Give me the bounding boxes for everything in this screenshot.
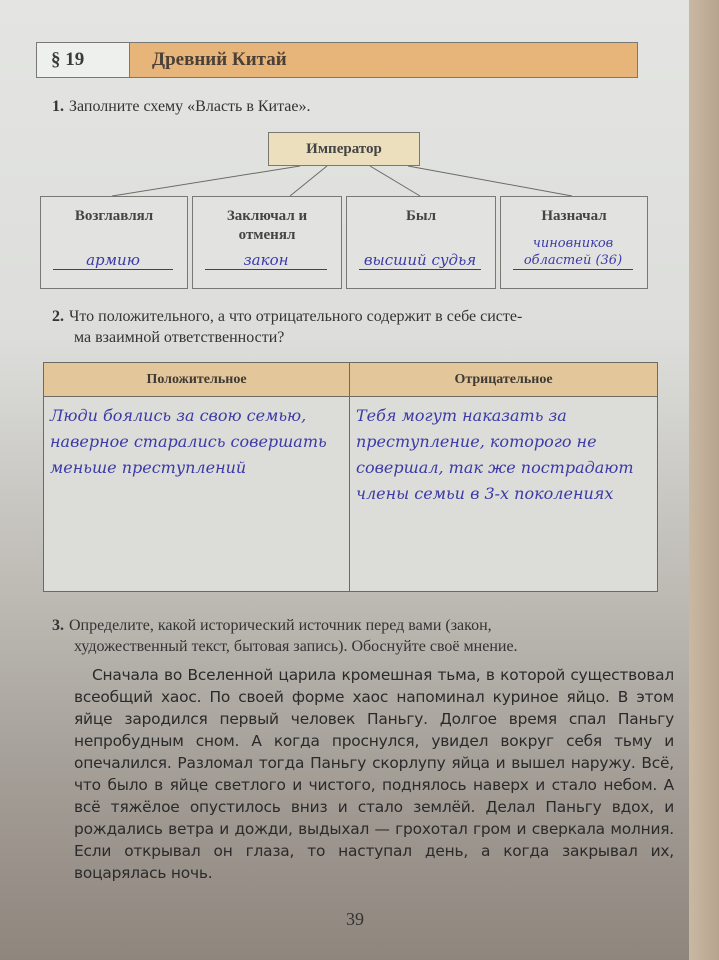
task-3-text-line1: Определите, какой исторический источник перед вами (закон, (69, 617, 492, 634)
diagram-root-emperor: Император (268, 132, 420, 166)
handwritten-answer: высший судья (359, 252, 481, 270)
handwritten-positive: Люди боялись за свою семью, наверное старались совершать меньше преступлений (44, 397, 350, 591)
column-positive: Положительное (44, 363, 350, 396)
section-header (36, 42, 638, 78)
diagram-box-headed (40, 196, 188, 289)
task-2-prompt (52, 306, 662, 348)
column-negative: Отрицательное (454, 371, 553, 387)
section-title: Древний Китай (130, 43, 637, 77)
diagram-box-laws (192, 196, 342, 289)
pros-cons-table (43, 362, 658, 592)
task-3-number: 3. (52, 617, 64, 634)
task-2-number: 2. (52, 308, 64, 325)
source-passage: Сначала во Вселенной царила кромешная тьма, в которой существовал всеобщий хаос. По своей форме хаос напоминал куриное яйцо. В этом яйце зародился первый человек Паньгу. Долгое время спал Паньгу непробудным сном. А когда проснулся, увидел вокруг себя тьму и опечалился. Разломал тогда Паньгу скорлупу яйца и вышел наружу. Всё, что было в яйце светлого и чистого, поднялось наверх и стало небом. А всё тяжёлое опустилось вниз и стало землёй. Делал Паньгу вдох, и рождались ветра и дожди, выдыхал — грохотал гром и сверкала молния. Если открывал он глаза, то наступал день, а когда закрывал их, воцарялась ночь. (74, 666, 674, 882)
box-label: Заключал и отменял (226, 208, 308, 243)
handwritten-negative: Тебя могут наказать за преступление, которого не совершал, так же пострадают члены семьи в 3-х поколениях (356, 406, 634, 503)
task-1-number: 1. (52, 98, 64, 115)
task-1-prompt (52, 96, 311, 117)
task-2-text-line1: Что положительного, а что отрицательного содержит в себе систе- (69, 308, 523, 325)
box-label: Возглавлял (74, 208, 154, 224)
task-3-text-line2: художественный текст, бытовая запись). Обоснуйте своё мнение. (74, 638, 518, 655)
page-number: 39 (346, 909, 364, 929)
task-1-text: Заполните схему «Власть в Китае». (69, 98, 311, 115)
box-label: Был (405, 208, 437, 224)
desk-surface (689, 0, 719, 960)
handwritten-answer: армию (53, 252, 173, 270)
diagram-box-appointed (500, 196, 648, 289)
handwritten-answer: закон (205, 252, 327, 270)
box-label: Назначал (541, 208, 607, 224)
section-number: § 19 (37, 43, 130, 77)
diagram-box-was (346, 196, 496, 289)
task-2-text-line2: ма взаимной ответственности? (74, 329, 285, 346)
table-header (44, 363, 657, 397)
table-row (44, 397, 657, 591)
handwritten-answer: чиновников областей (36) (513, 235, 633, 270)
task-3-prompt (52, 615, 672, 657)
